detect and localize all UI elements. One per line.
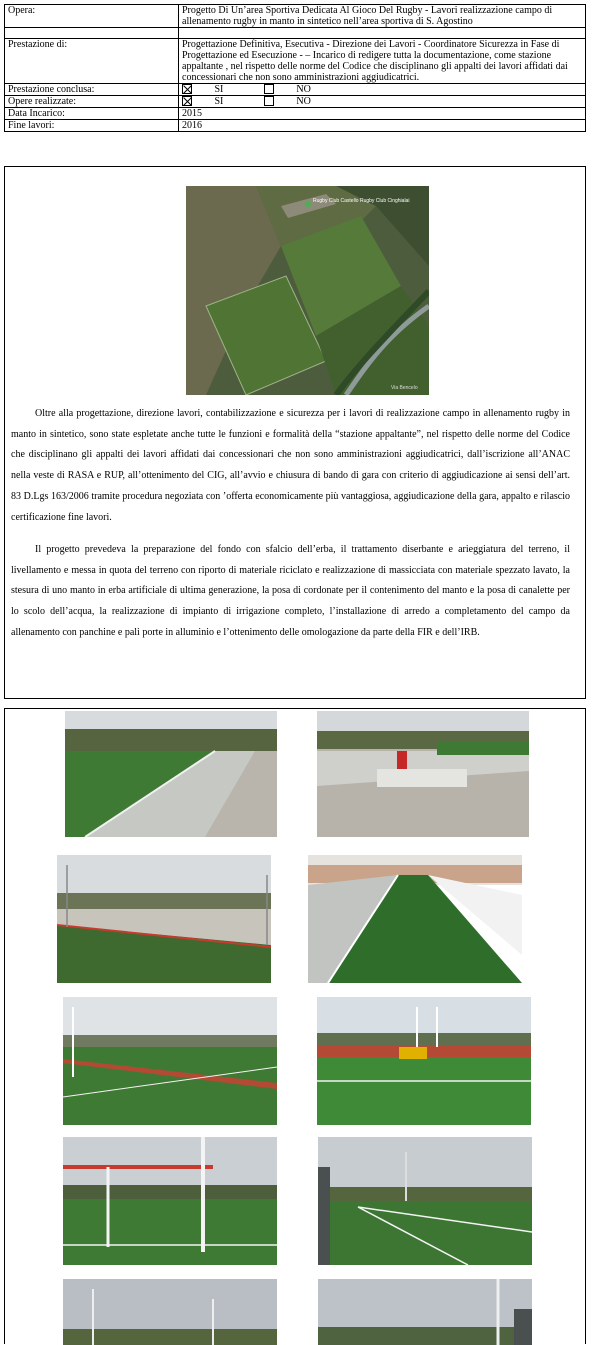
- description-paragraph-2: Il progetto prevedeva la preparazione del fondo con sfalcio dell’erba, il trattamento diserbante e arieggiatura del terreno, il livellamento e messa in quota del terreno con riporto di materiale riciclato e realizzazione di massicciata con materiale spezzato lavato, la stesura di uno manto in erba artificiale di ultima generazione, la posa di cordonate per il contenimento del manto e la posa di canalette per lo scolo dell’acqua, la realizzazione di impianto di irrigazione completo, l’installazione di arredo a completamento del campo da allenamento con panchine e pali porte in alluminio e l’ottenimento delle omologazione da parte della FIR e dell’IRB.: [11, 544, 570, 638]
- row-data-incarico: [5, 108, 586, 120]
- photo-gallery: [4, 708, 586, 1344]
- data-incarico-value: 2015: [179, 108, 586, 120]
- aerial-map-label: Rugby Club Castello Rugby Club Cinghialai: [313, 198, 410, 204]
- row-prestazione: [5, 39, 586, 84]
- row-opera: [5, 5, 586, 28]
- conclusa-si-checkbox[interactable]: [182, 84, 192, 94]
- row-prestazione-conclusa: [5, 84, 586, 96]
- row-spacer: [5, 28, 586, 39]
- row-fine-lavori: [5, 120, 586, 132]
- opera-label: Opera:: [5, 5, 179, 28]
- realizzate-no-label: NO: [296, 96, 311, 107]
- prestazione-value: Progettazione Definitiva, Esecutiva - Direzione dei Lavori - Coordinatore Sicurezza in Fase di Progettazione ed Esecuzione - – Incarico di redigere tutta la documentazione, come stazione appaltante , nel rispetto delle norme del Codice che disciplinano gli appalti dei lavori affidati dai concessionari che non sono amministrazioni aggiudicatrici.: [179, 39, 586, 84]
- realizzate-si-label: SI: [214, 96, 224, 107]
- realizzate-no-checkbox[interactable]: [264, 96, 274, 106]
- photo-field-with-fence: [318, 1137, 532, 1265]
- realizzate-si-checkbox[interactable]: [182, 96, 192, 106]
- fine-lavori-label: Fine lavori:: [5, 120, 179, 132]
- aerial-road-label: Via Bencelo: [391, 385, 418, 391]
- photo-field-goal-distance: [318, 1279, 532, 1345]
- prestazione-conclusa-label: Prestazione conclusa:: [5, 84, 179, 96]
- photo-field-cloudy-sky: [63, 1279, 277, 1345]
- data-incarico-label: Data Incarico:: [5, 108, 179, 120]
- photo-field-prepared-ground: [57, 855, 271, 983]
- conclusa-no-label: NO: [296, 84, 311, 95]
- conclusa-no-checkbox[interactable]: [264, 84, 274, 94]
- photo-workers-laying-turf: [317, 711, 529, 837]
- photo-tractor-on-field: [317, 997, 531, 1125]
- photo-field-marked-lines: [63, 997, 277, 1125]
- aerial-map-image: [186, 186, 429, 395]
- opere-realizzate-label: Opere realizzate:: [5, 96, 179, 108]
- photo-gravel-base-edge: [65, 711, 277, 837]
- description-box: [4, 166, 586, 699]
- photo-rugby-goal-posts: [63, 1137, 277, 1265]
- project-info-table: [4, 4, 586, 132]
- photo-artificial-turf-strip: [308, 855, 522, 983]
- opera-value: Progetto Di Un’area Sportiva Dedicata Al Gioco Del Rugby - Lavori realizzazione campo di allenamento rugby in manto in sintetico nell’area sportiva di S. Agostino: [179, 5, 586, 28]
- row-opere-realizzate: [5, 96, 586, 108]
- fine-lavori-value: 2016: [179, 120, 586, 132]
- prestazione-label: Prestazione di:: [5, 39, 179, 84]
- conclusa-si-label: SI: [214, 84, 224, 95]
- description-paragraph-1: Oltre alla progettazione, direzione lavori, contabilizzazione e sicurezza per i lavori di realizzazione campo in allenamento rugby in manto in sintetico, sono state espletate anche tutte le funzioni e formalità della “stazione appaltante”, nel rispetto delle norme del Codice che disciplinano gli appalti dei lavori affidati dai concessionari che non sono amministrazioni aggiudicatrici, dall’iscrizione all’ANAC nella veste di RASA e RUP, all’ottenimento del CIG, all’avvio e chiusura di bando di gara con criterio di aggiudicazione ai sensi dell’art. 83 D.Lgs 163/2006 tramite procedura negoziata con ’offerta economicamente più vantaggiosa, aggiudicazione della gara, appalto e rilascio certificazione fine lavori.: [11, 408, 570, 523]
